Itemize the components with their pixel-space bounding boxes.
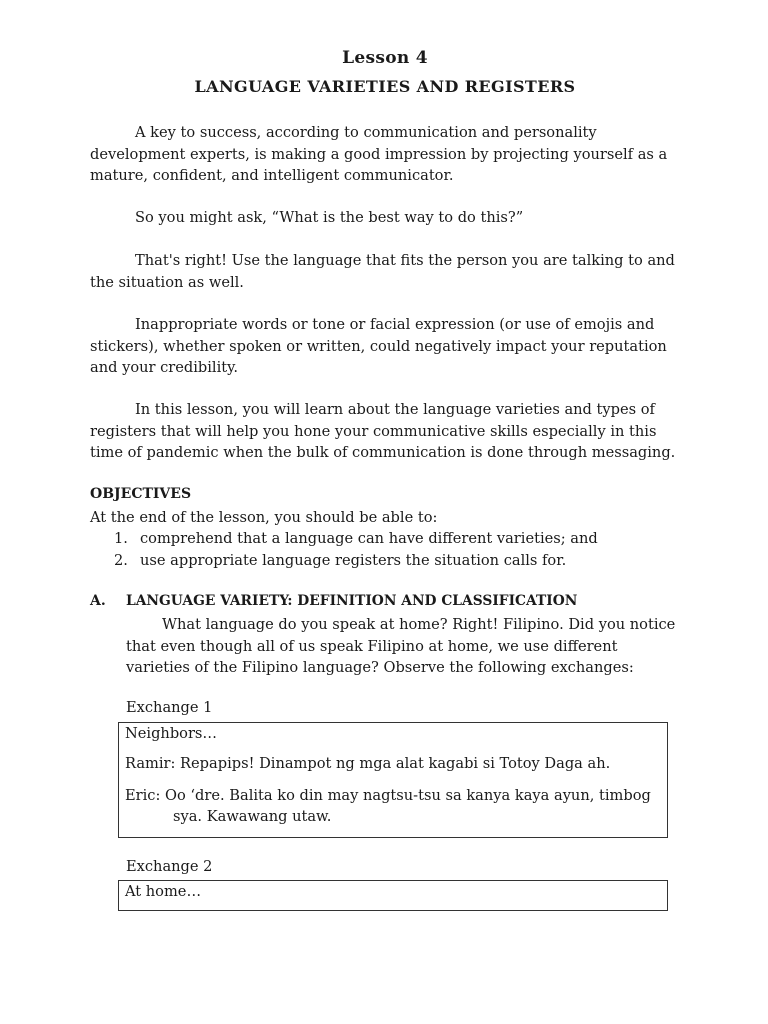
exchange-2-box [118, 880, 668, 911]
list-number: 2. [114, 551, 128, 569]
paragraph-text: Inappropriate words or tone or facial expression (or use of emojis and stickers), whether spoken or written, could negatively impact your reputation and your credibility. [90, 316, 667, 376]
paragraph-text: So you might ask, “What is the best way to do this?” [135, 209, 524, 226]
intro-paragraph-3 [90, 250, 680, 293]
lesson-title: LANGUAGE VARIETIES AND REGISTERS [194, 77, 576, 96]
exchange-2-label: Exchange 2 [126, 858, 213, 875]
objectives-list [114, 528, 598, 571]
list-item [114, 550, 598, 572]
intro-paragraph-1 [90, 122, 680, 187]
objectives-intro: At the end of the lesson, you should be able to: [90, 509, 438, 526]
lesson-number: Lesson 4 [342, 48, 428, 68]
exchange-line-eric: Eric: Oo ‘dre. Balita ko din may nagtsu-tsu sa kanya kaya ayun, timbog sya. Kawawang utaw. [125, 787, 651, 825]
list-item [114, 528, 598, 550]
list-number: 1. [114, 530, 128, 547]
exchange-setting: At home… [125, 883, 202, 900]
paragraph-text: A key to success, according to communication and personality development experts, is making a good impression by projecting yourself as a mature, confident, and intelligent communicator. [90, 124, 668, 184]
paragraph-text: What language do you speak at home? Right! Filipino. Did you notice that even though all of us speak Filipino at home, we use different varieties of the Filipino language? Observe the following exchanges: [126, 616, 676, 676]
intro-paragraph-2 [90, 207, 680, 229]
intro-paragraph-4 [90, 314, 680, 379]
intro-paragraph-5 [90, 399, 680, 464]
section-a-letter: A. [90, 593, 106, 609]
section-a-title: LANGUAGE VARIETY: DEFINITION AND CLASSIFICATION [126, 593, 578, 609]
paragraph-text: In this lesson, you will learn about the language varieties and types of registers that will help you hone your communicative skills especially in this time of pandemic when the bulk of communication is done through messaging. [90, 401, 676, 461]
exchange-1-label: Exchange 1 [126, 699, 213, 716]
exchange-1-box [118, 722, 668, 838]
list-text: comprehend that a language can have different varieties; and [140, 530, 598, 547]
paragraph-text: That's right! Use the language that fits the person you are talking to and the situation as well. [90, 252, 675, 291]
section-a-body [126, 614, 680, 679]
objectives-heading: OBJECTIVES [90, 486, 192, 502]
list-text: use appropriate language registers the situation calls for. [140, 551, 567, 569]
exchange-line-ramir: Ramir: Repapips! Dinampot ng mga alat kagabi si Totoy Daga ah. [125, 755, 611, 772]
exchange-setting: Neighbors… [125, 725, 218, 742]
